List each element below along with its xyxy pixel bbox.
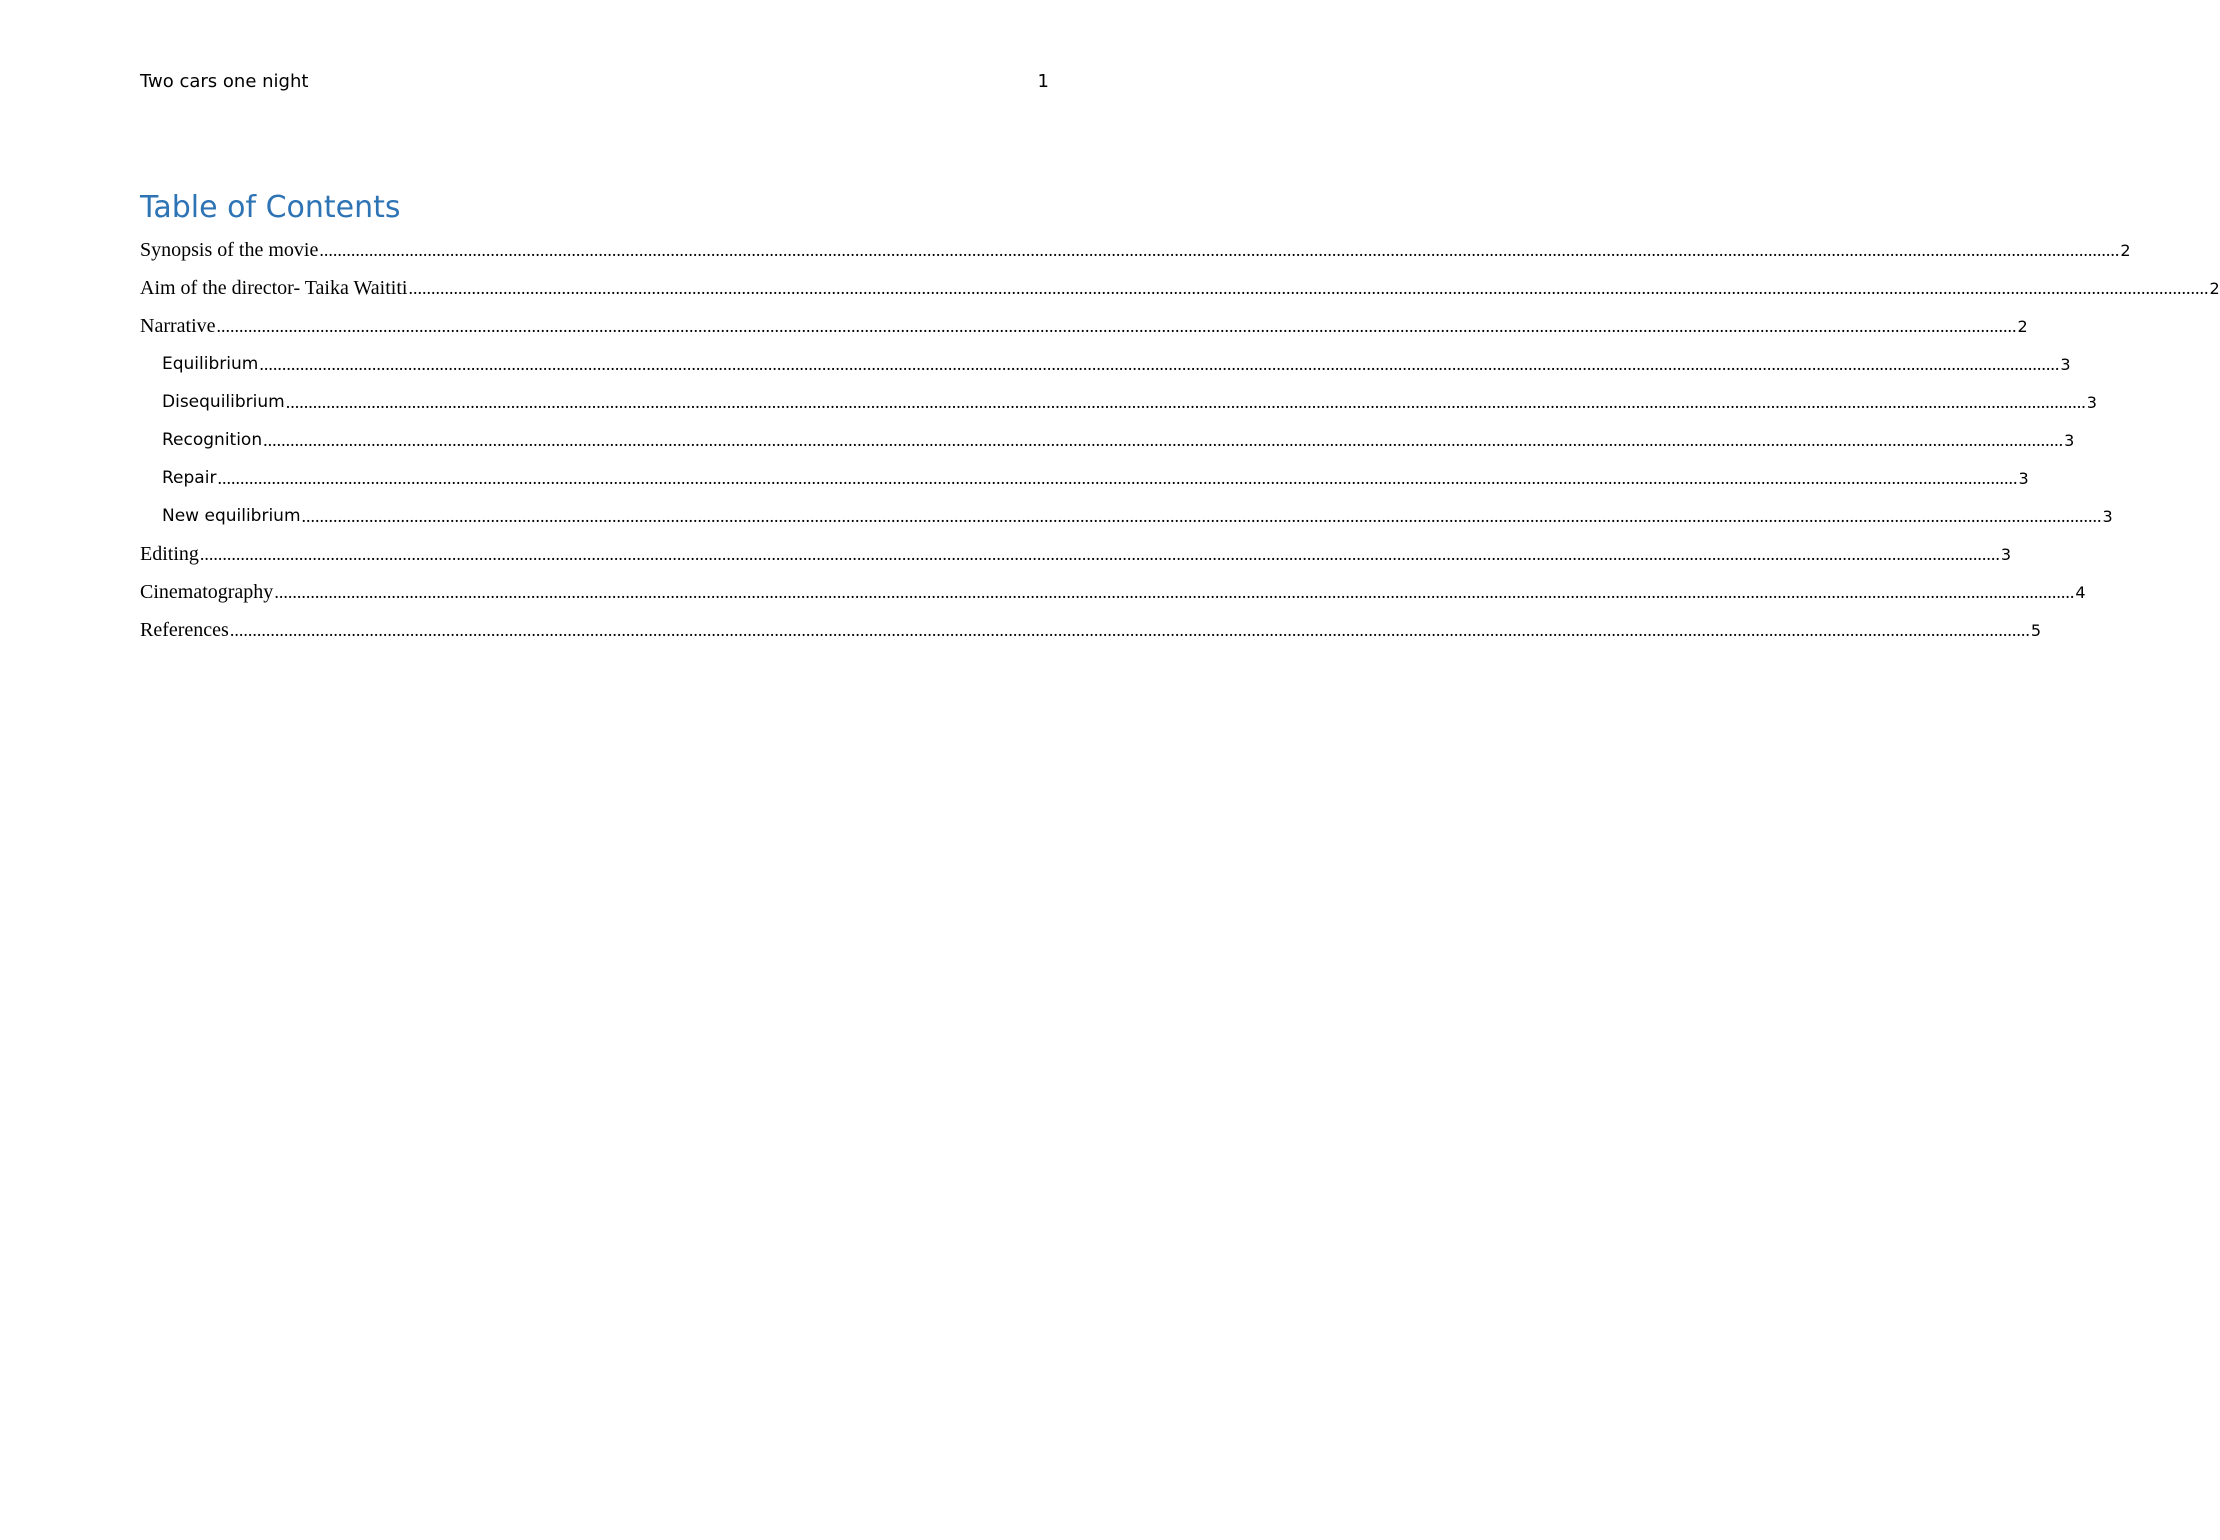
toc-entry-page: 3 [2086,392,2097,412]
toc-entry[interactable] [140,231,2131,269]
toc-entry-label: New equilibrium [162,506,301,526]
toc-dot-leader: ................................................................................................................................................................................................................................................................................................................................................................................................................ [285,392,2086,412]
toc-heading: Table of Contents [140,190,401,225]
toc-entry-page: 3 [2018,468,2029,488]
header-title: Two cars one night [140,71,309,92]
toc-entry-label: Cinematography [140,580,274,603]
toc-entry-label: Repair [162,468,217,488]
toc-entry-page: 3 [2102,506,2113,526]
toc-dot-leader: ................................................................................................................................................................................................................................................................................................................................................................................................................ [199,544,2000,564]
toc-entry-label: Narrative [140,314,216,337]
toc-entry-label: Synopsis of the movie [140,238,319,261]
toc-entry-page: 2 [2017,316,2028,336]
toc-entry[interactable] [140,383,2097,421]
toc-entry-label: Disequilibrium [162,392,285,412]
toc-entry[interactable] [140,535,2012,573]
toc-dot-leader: ................................................................................................................................................................................................................................................................................................................................................................................................................ [408,278,2209,298]
toc-entry-label: Equilibrium [162,354,259,374]
toc-entry-label: Aim of the director- Taika Waititi [140,276,408,299]
toc-dot-leader: ................................................................................................................................................................................................................................................................................................................................................................................................................ [229,620,2030,640]
toc-entry-label: Editing [140,542,199,565]
toc-dot-leader: ................................................................................................................................................................................................................................................................................................................................................................................................................ [217,468,2018,488]
toc-dot-leader: ................................................................................................................................................................................................................................................................................................................................................................................................................ [216,316,2017,336]
toc-dot-leader: ................................................................................................................................................................................................................................................................................................................................................................................................................ [274,582,2075,602]
toc-entry[interactable] [140,573,2086,611]
toc-entry[interactable] [140,269,2220,307]
toc-entry-page: 3 [2000,544,2012,564]
toc-entry-page: 2 [2209,278,2220,298]
toc-entry-page: 3 [2060,354,2071,374]
toc-entry[interactable] [140,421,2075,459]
toc-entry-page: 2 [2120,240,2131,260]
toc-entry-label: References [140,618,229,641]
toc-dot-leader: ................................................................................................................................................................................................................................................................................................................................................................................................................ [301,506,2102,526]
toc-entry[interactable] [140,345,2071,383]
toc-entry-page: 5 [2030,620,2042,640]
toc-dot-leader: ................................................................................................................................................................................................................................................................................................................................................................................................................ [259,354,2060,374]
toc-entry-page: 4 [2075,582,2086,602]
toc-entry[interactable] [140,459,2029,497]
table-of-contents [140,231,2220,649]
toc-dot-leader: ................................................................................................................................................................................................................................................................................................................................................................................................................ [263,430,2064,450]
header-page-number: 1 [1037,71,1049,92]
toc-entry[interactable] [140,611,2042,649]
toc-entry-label: Recognition [162,430,263,450]
toc-entry-page: 3 [2064,430,2075,450]
toc-dot-leader: ................................................................................................................................................................................................................................................................................................................................................................................................................ [319,240,2120,260]
toc-entry[interactable] [140,497,2113,535]
toc-entry[interactable] [140,307,2028,345]
